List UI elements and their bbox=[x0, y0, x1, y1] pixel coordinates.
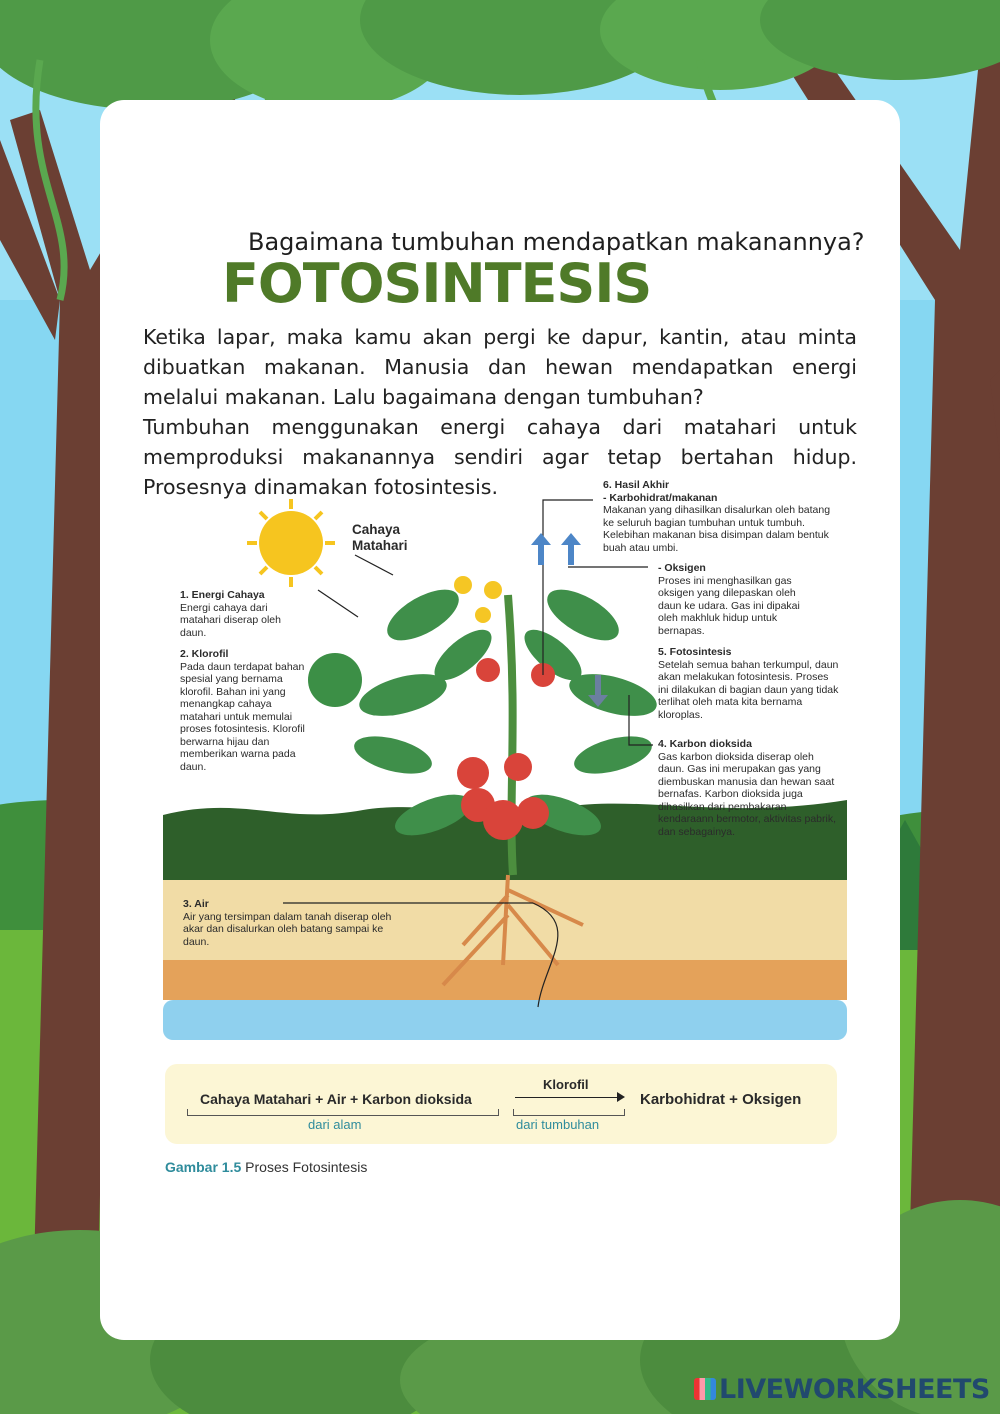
reactants-bracket bbox=[187, 1109, 499, 1116]
intro-paragraph: Ketika lapar, maka kamu akan pergi ke dapur, kantin, atau minta dibuatkan makanan. Manusia dan hewan mendapatkan energi melalui makanan. Lalu bagaimana dengan tumbuhan? bbox=[143, 325, 857, 409]
page-title: FOTOSINTESIS bbox=[222, 252, 652, 315]
label-klorofil: 2. Klorofil Pada daun terdapat bahan spesial yang bernama klorofil. Bahan ini yang menangkap cahaya matahari untuk memulai proses fotosintesis. Klorofil berwarna hijau dan memberikan warna pada daun. bbox=[180, 648, 305, 773]
liveworksheets-icon bbox=[694, 1378, 716, 1400]
label-air: 3. Air Air yang tersimpan dalam tanah diserap oleh akar dan disalurkan oleh batang sampai ke daun. bbox=[183, 898, 392, 948]
catalyst-bracket bbox=[513, 1109, 625, 1116]
caption-label: Gambar 1.5 bbox=[165, 1159, 242, 1175]
equation-reactants: Cahaya Matahari + Air + Karbon dioksida bbox=[200, 1091, 472, 1107]
reactants-note: dari alam bbox=[308, 1117, 362, 1132]
sun-label: Cahaya Matahari bbox=[352, 522, 408, 553]
catalyst-note: dari tumbuhan bbox=[516, 1117, 600, 1132]
equation-products: Karbohidrat + Oksigen bbox=[640, 1091, 802, 1108]
label-karbon-dioksida: 4. Karbon dioksida Gas karbon dioksida diserap oleh daun. Gas ini merupakan gas yang diembuskan manusia dan hewan saat bernafas. Karbon dioksida juga dihasilkan dari pembakaran kendaraann bermotor, aktivitas pabrik, dan sebagainya. bbox=[658, 738, 837, 838]
arrow-head bbox=[617, 1092, 625, 1102]
label-energi-cahaya: 1. Energi Cahaya Energi cahaya dari matahari diserap oleh daun. bbox=[180, 589, 281, 639]
explanation-paragraph: Tumbuhan menggunakan energi cahaya dari matahari untuk memproduksi makanannya sendiri agar tetap bertahan hidup. Prosesnya dinamakan fotosintesis. bbox=[143, 415, 857, 499]
figure-caption bbox=[165, 1159, 367, 1175]
label-oksigen: - Oksigen Proses ini menghasilkan gas oksigen yang dilepaskan oleh daun ke udara. Gas ini dipakai oleh makhluk hidup untuk bernapas. bbox=[658, 562, 800, 637]
liveworksheets-logo[interactable] bbox=[694, 1374, 990, 1405]
brand-text: LIVEWORKSHEETS bbox=[719, 1374, 990, 1405]
reaction-arrow bbox=[515, 1097, 620, 1098]
caption-text: Proses Fotosintesis bbox=[245, 1159, 368, 1175]
label-fotosintesis: 5. Fotosintesis Setelah semua bahan terkumpul, daun akan melakukan fotosintesis. Proses ini dilakukan di bagian daun yang tidak terlihat oleh mata kita bernama kloroplas. bbox=[658, 646, 839, 721]
equation-catalyst: Klorofil bbox=[543, 1077, 589, 1092]
label-hasil-akhir: 6. Hasil Akhir - Karbohidrat/makanan Makanan yang dihasilkan disalurkan oleh batang ke seluruh bagian tumbuhan untuk tumbuh. Kelebihan makanan bisa disimpan dalam bentuk buah atau umbi. bbox=[603, 479, 831, 554]
equation-box bbox=[165, 1064, 837, 1144]
page-question: Bagaimana tumbuhan mendapatkan makanannya? bbox=[248, 228, 865, 256]
